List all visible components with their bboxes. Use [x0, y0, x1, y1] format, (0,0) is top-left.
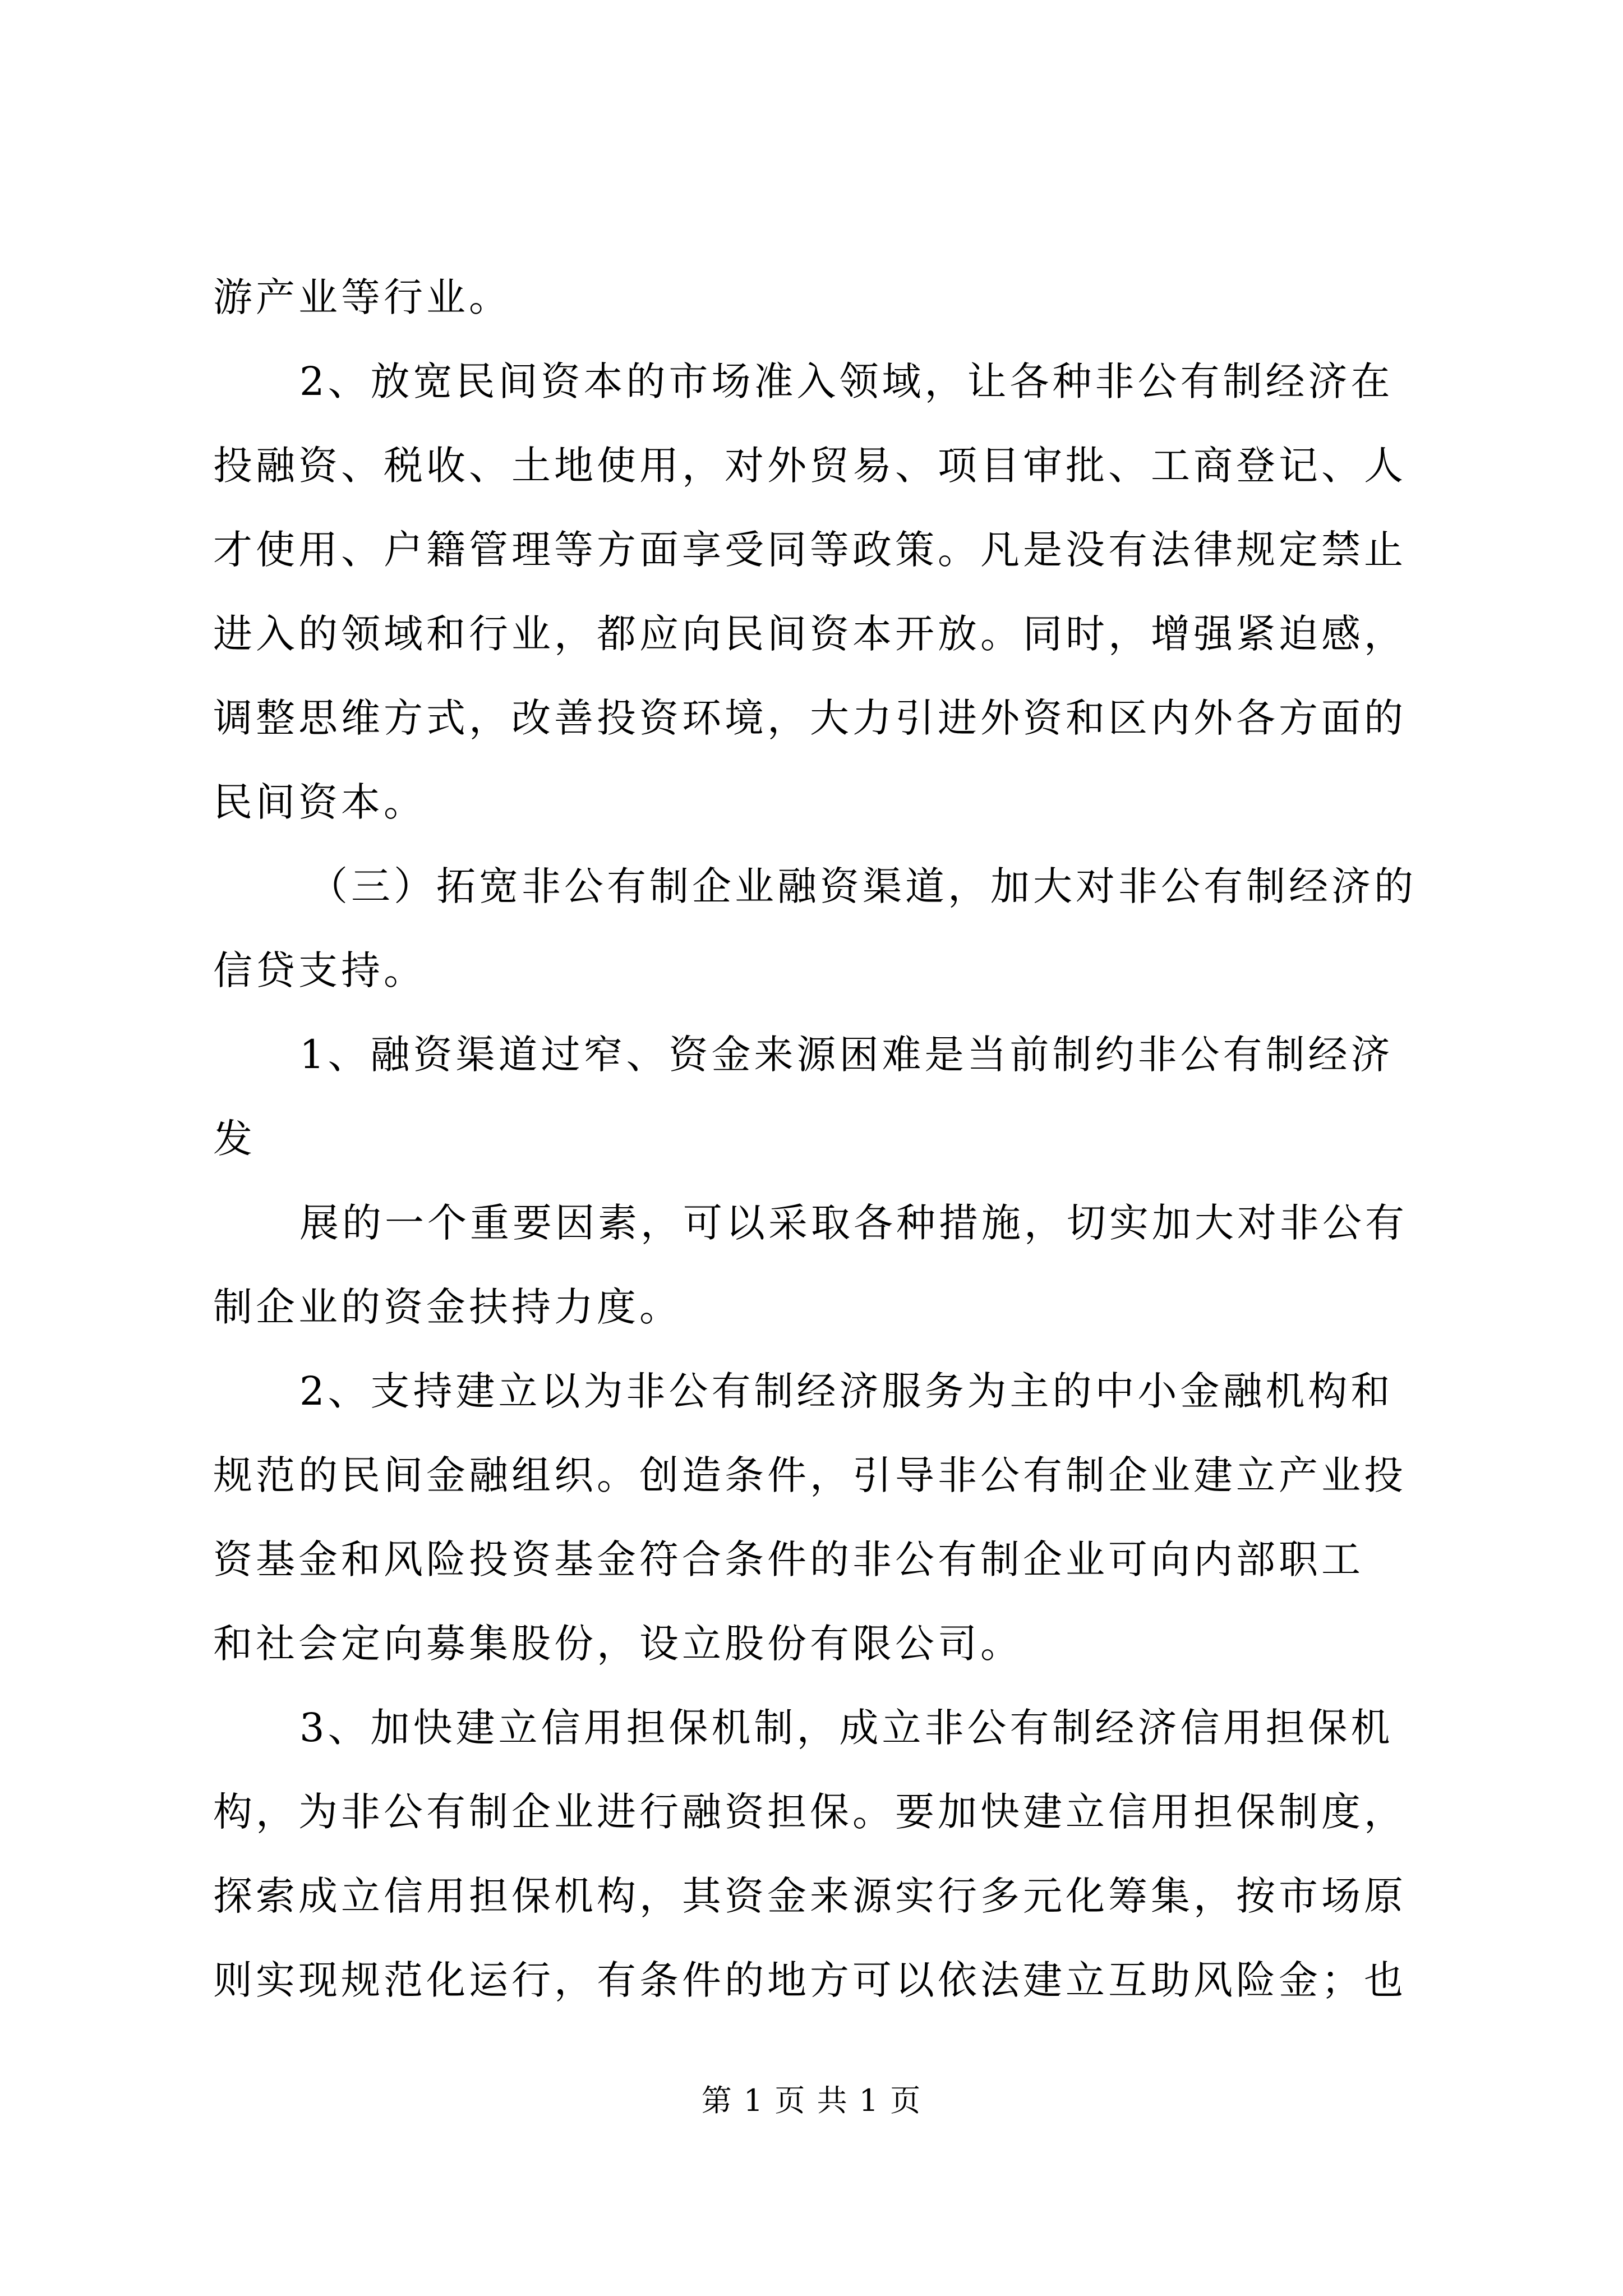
text-line: 调整思维方式，改善投资环境，大力引进外资和区内外各方面的 [213, 695, 1407, 741]
section-heading-line: （三）拓宽非公有制企业融资渠道，加大对非公有制经济的 [308, 863, 1417, 909]
text-line: 规范的民间金融组织。创造条件，引导非公有制企业建立产业投 [213, 1452, 1407, 1498]
paragraph-2-line: 2、支持建立以为非公有制经济服务为主的中小金融机构和 [299, 1368, 1394, 1414]
paragraph-1-line: 1、融资渠道过窄、资金来源困难是当前制约非公有制经济 [299, 1032, 1394, 1078]
text-line: 资基金和风险投资基金符合条件的非公有制企业可向内部职工 [213, 1536, 1364, 1582]
text-line: 构，为非公有制企业进行融资担保。要加快建立信用担保制度， [213, 1789, 1407, 1835]
text-line: 才使用、户籍管理等方面享受同等政策。凡是没有法律规定禁止 [213, 527, 1407, 573]
paragraph-2-line: 2、放宽民间资本的市场准入领域，让各种非公有制经济在 [299, 358, 1394, 404]
page-footer [0, 2078, 1623, 2123]
text-line: 则实现规范化运行，有条件的地方可以依法建立互助风险金；也 [213, 1957, 1407, 2003]
text-line: 发 [213, 1116, 256, 1162]
text-line: 探索成立信用担保机构，其资金来源实行多元化筹集，按市场原 [213, 1873, 1407, 1919]
page-number: 第 1 页 共 1 页 [701, 2083, 922, 2118]
text-line: 游产业等行业。 [213, 274, 511, 320]
document-body [213, 255, 1417, 2022]
text-line: 进入的领域和行业，都应向民间资本开放。同时，增强紧迫感， [213, 611, 1407, 657]
text-line: 制企业的资金扶持力度。 [213, 1284, 682, 1330]
text-line: 民间资本。 [213, 779, 426, 825]
text-line: 展的一个重要因素，可以采取各种措施，切实加大对非公有 [299, 1200, 1408, 1246]
paragraph-3-line: 3、加快建立信用担保机制，成立非公有制经济信用担保机 [299, 1705, 1394, 1751]
section-heading-line: 信贷支持。 [213, 947, 426, 993]
text-line: 投融资、税收、土地使用，对外贸易、项目审批、工商登记、人 [213, 443, 1407, 489]
text-line: 和社会定向募集股份，设立股份有限公司。 [213, 1621, 1023, 1667]
